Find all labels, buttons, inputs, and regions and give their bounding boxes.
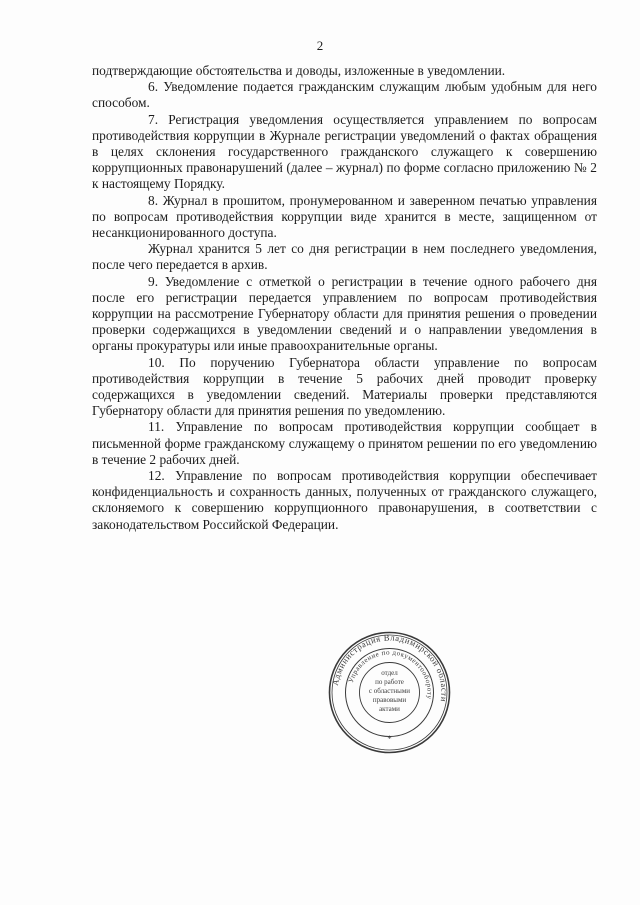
- seal-star-icon: *: [387, 734, 392, 744]
- seal-center-line-2: по работе: [375, 678, 404, 686]
- seal-center-line-3: с областными: [368, 687, 411, 695]
- page-number: 2: [316, 38, 324, 53]
- paragraph-journal-storage: Журнал хранится 5 лет со дня регистрации в нем последнего уведомления, после чего передается в архив.: [92, 241, 597, 273]
- paragraph-item-12: 12. Управление по вопросам противодействия коррупции обеспечивает конфиденциальность и сохранность данных, полученных от гражданского служащего, склоняемого к совершению коррупционного правонарушения, в соответствии с законодательством Российской Федерации.: [92, 468, 597, 532]
- paragraph-item-8: 8. Журнал в прошитом, пронумерованном и заверенном печатью управления по вопросам противодействия коррупции виде хранится в месте, защищенном от несанкционированного доступа.: [92, 192, 597, 241]
- paragraph-item-7: 7. Регистрация уведомления осуществляется управлением по вопросам противодействия коррупции в Журнале регистрации уведомлений о фактах обращения в целях склонения государственного гражданского служащего к совершению коррупционных правонарушений (далее – журнал) по форме согласно приложению № 2 к настоящему Порядку.: [92, 111, 597, 192]
- seal-inner-text: Управление по документообороту: [346, 648, 434, 700]
- official-seal: [327, 630, 452, 755]
- paragraph-item-11: 11. Управление по вопросам противодействия коррупции сообщает в письменной форме гражданскому служащему о принятом решении по его уведомлению в течение 2 рабочих дней.: [92, 419, 597, 467]
- seal-center-line-5: актами: [379, 705, 400, 713]
- seal-outer-text: Администрация Владимирской области: [329, 632, 450, 703]
- paragraph-item-10: 10. По поручению Губернатора области управление по вопросам противодействия коррупции в течение 5 рабочих дней проводит проверку содержащихся в уведомлении сведений. Материалы проверки представляются Губернатору области для принятия решения по уведомлению.: [92, 354, 597, 419]
- paragraph-item-9: 9. Уведомление с отметкой о регистрации в течение одного рабочего дня после его регистрации передается управлением по вопросам противодействия коррупции на рассмотрение Губернатору области для принятия решения о проведении проверки содержащихся в уведомлении сведений и о направлении уведомления в органы прокуратуры или иные правоохранительные органы.: [92, 273, 597, 354]
- seal-center-line-1: отдел: [381, 669, 398, 677]
- seal-center-line-4: правовыми: [372, 696, 407, 704]
- document-body: [92, 63, 597, 533]
- paragraph-item-6: 6. Уведомление подается гражданским служащим любым удобным для него способом.: [92, 79, 597, 111]
- seal-icon: [327, 630, 452, 755]
- paragraph-continuation: подтверждающие обстоятельства и доводы, изложенные в уведомлении.: [92, 63, 506, 78]
